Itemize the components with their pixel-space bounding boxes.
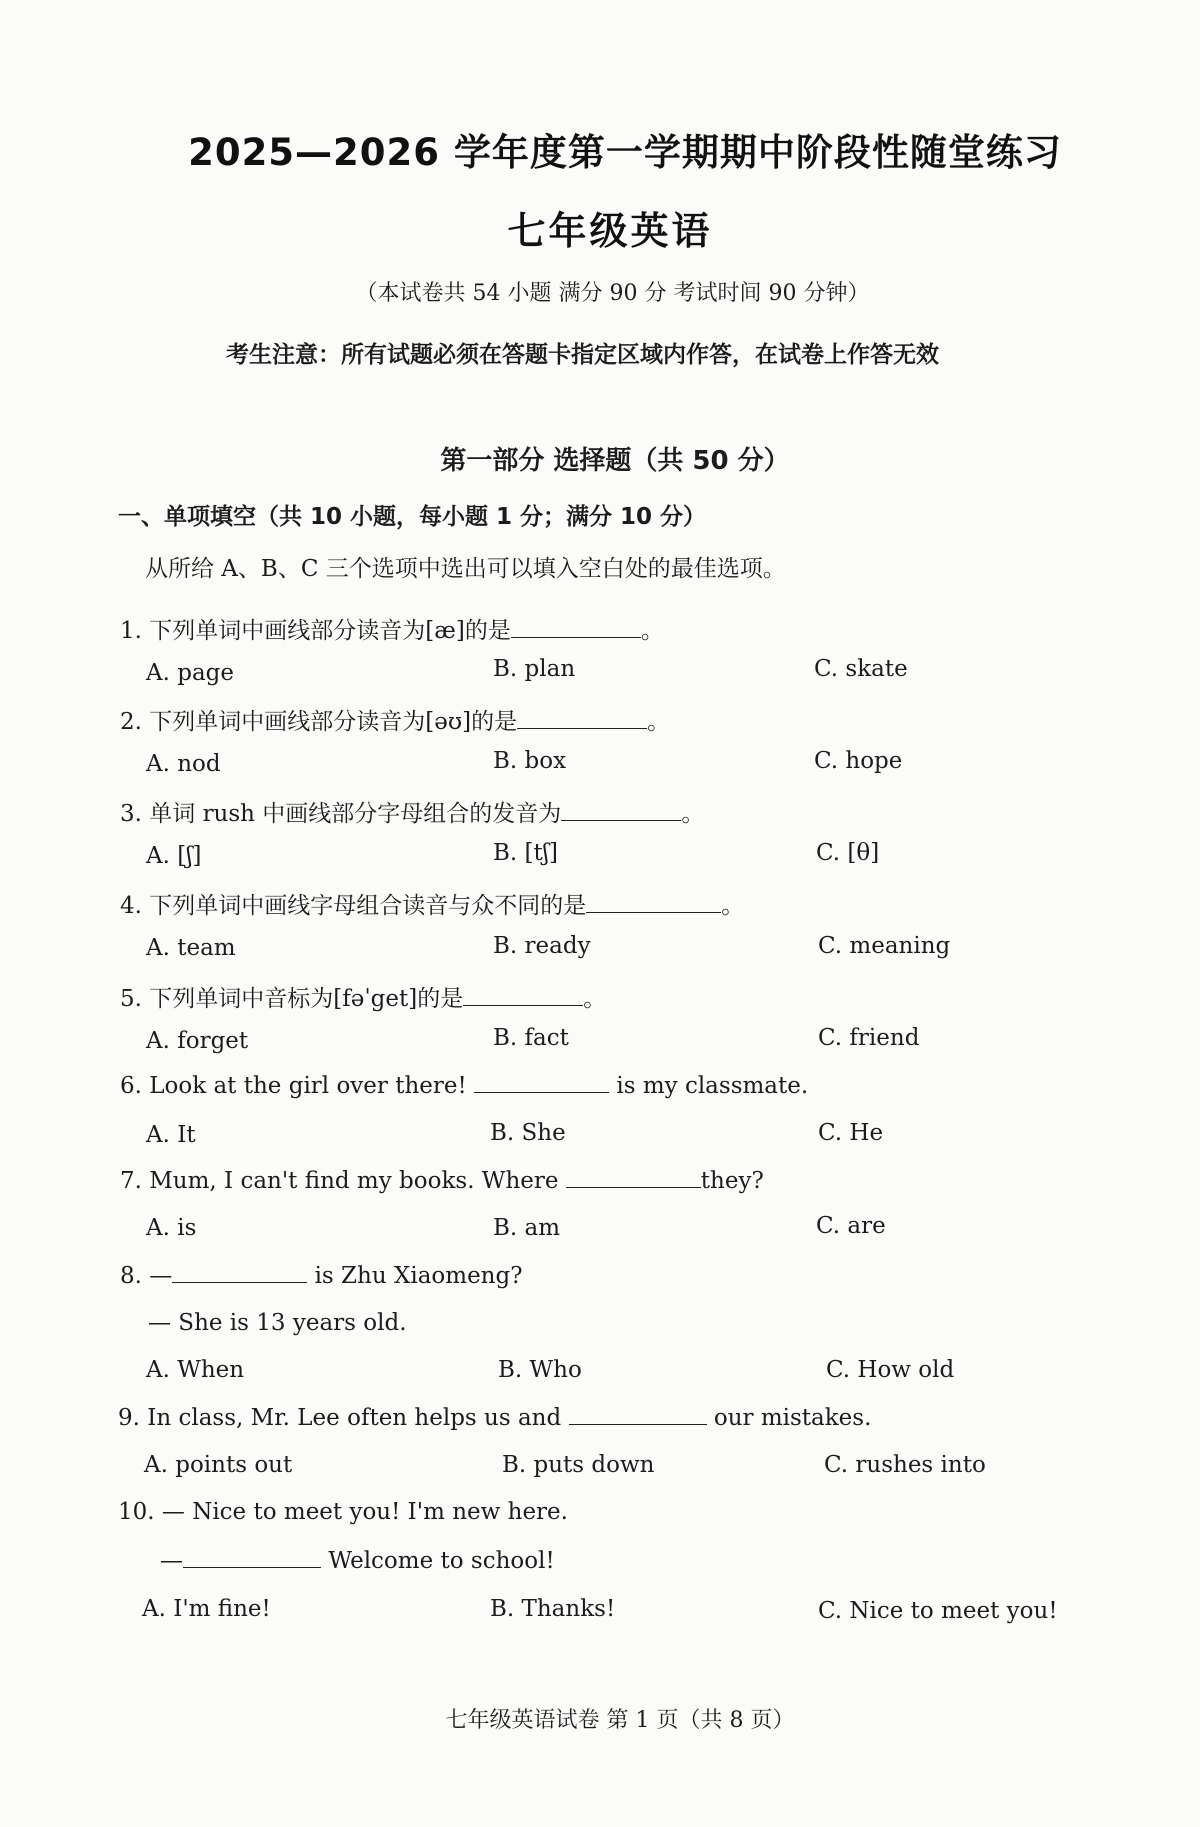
question-10: 10. — Nice to meet you! I'm new here. — [118, 1499, 568, 1525]
option-c: C. rushes into — [824, 1452, 986, 1478]
question-5 — [120, 980, 606, 1013]
question-stem: 9. In class, Mr. Lee often helps us and — [118, 1405, 562, 1431]
page-footer: 七年级英语试卷 第 1 页（共 8 页） — [445, 1708, 795, 1733]
option-a: A. It — [146, 1122, 196, 1148]
answer-blank — [569, 1404, 707, 1425]
question-stem: 6. Look at the girl over there! — [120, 1073, 467, 1099]
question-9 — [118, 1404, 871, 1431]
question-7 — [120, 1167, 764, 1194]
option-c: C. He — [818, 1120, 884, 1146]
option-c: C. skate — [814, 656, 908, 682]
option-a: A. team — [146, 935, 236, 961]
option-a: A. is — [146, 1215, 197, 1241]
question-stem: 4. 下列单词中画线字母组合读音与众不同的是 — [120, 893, 587, 919]
question-stem-end: our mistakes. — [713, 1405, 872, 1431]
answer-blank — [566, 1167, 701, 1188]
option-b: B. She — [490, 1120, 566, 1146]
exam-title: 2025—2026 学年度第一学期期中阶段性随堂练习 — [188, 131, 1062, 174]
section-heading: 一、单项填空（共 10 小题，每小题 1 分；满分 10 分） — [118, 504, 707, 530]
question-stem-end: is my classmate. — [616, 1073, 809, 1099]
question-stem-end: 。 — [681, 801, 705, 827]
question-stem-end: 。 — [647, 709, 671, 735]
option-a: A. nod — [146, 751, 221, 777]
question-2 — [120, 703, 670, 736]
answer-blank — [511, 617, 641, 638]
question-8 — [120, 1262, 523, 1289]
exam-notice: 考生注意：所有试题必须在答题卡指定区域内作答，在试卷上作答无效 — [226, 342, 939, 368]
section-instruction: 从所给 A、B、C 三个选项中选出可以填入空白处的最佳选项。 — [145, 556, 786, 582]
answer-blank — [561, 800, 681, 821]
question-stem: 2. 下列单词中画线部分读音为[əʊ]的是 — [120, 709, 518, 735]
option-b: B. fact — [493, 1025, 569, 1051]
exam-info: （本试卷共 54 小题 满分 90 分 考试时间 90 分钟） — [355, 281, 870, 306]
option-b: B. am — [493, 1215, 561, 1241]
question-stem: 7. Mum, I can't find my books. Where — [120, 1168, 559, 1194]
answer-blank — [183, 1547, 321, 1568]
option-a: A. [ʃ] — [146, 843, 202, 869]
question-6 — [120, 1072, 808, 1099]
question-stem: 1. 下列单词中画线部分读音为[æ]的是 — [120, 618, 511, 644]
question-4 — [120, 887, 744, 920]
option-b: B. plan — [493, 656, 576, 682]
question-stem: 5. 下列单词中音标为[fəˈget]的是 — [120, 986, 464, 1012]
answer-blank — [474, 1072, 609, 1093]
option-c: C. are — [816, 1213, 886, 1239]
question-3 — [120, 795, 704, 828]
part-heading: 第一部分 选择题（共 50 分） — [440, 446, 790, 476]
question-stem: 3. 单词 rush 中画线部分字母组合的发音为 — [120, 801, 562, 827]
question-stem-end: Welcome to school! — [328, 1548, 555, 1574]
answer-blank — [172, 1262, 307, 1283]
option-a: A. I'm fine! — [142, 1596, 271, 1622]
option-c: C. [θ] — [816, 840, 880, 866]
question-stem-end: they? — [700, 1168, 764, 1194]
option-c: C. friend — [818, 1025, 920, 1051]
option-a: A. When — [146, 1357, 245, 1383]
exam-subject: 七年级英语 — [507, 209, 713, 253]
option-c: C. Nice to meet you! — [818, 1598, 1058, 1624]
option-a: A. points out — [144, 1452, 293, 1478]
answer-blank — [463, 985, 583, 1006]
question-stem: 8. — — [120, 1263, 173, 1289]
option-b: B. [tʃ] — [493, 840, 558, 866]
question-stem-end: 。 — [721, 893, 745, 919]
answer-blank — [586, 892, 721, 913]
option-b: B. Thanks! — [490, 1596, 616, 1622]
option-c: C. How old — [826, 1357, 955, 1383]
option-a: A. forget — [146, 1028, 249, 1054]
question-1 — [120, 612, 664, 645]
option-b: B. box — [493, 748, 567, 774]
option-c: C. hope — [814, 748, 903, 774]
option-b: B. Who — [498, 1357, 582, 1383]
question-8-reply: — She is 13 years old. — [148, 1310, 407, 1336]
question-10-reply — [160, 1547, 555, 1574]
question-stem-end: 。 — [583, 986, 607, 1012]
question-stem-end: is Zhu Xiaomeng? — [314, 1263, 523, 1289]
answer-blank — [517, 708, 647, 729]
dash: — — [160, 1548, 183, 1574]
option-b: B. ready — [493, 933, 591, 959]
option-c: C. meaning — [818, 933, 951, 959]
option-b: B. puts down — [502, 1452, 655, 1478]
question-stem-end: 。 — [640, 618, 664, 644]
option-a: A. page — [146, 660, 235, 686]
